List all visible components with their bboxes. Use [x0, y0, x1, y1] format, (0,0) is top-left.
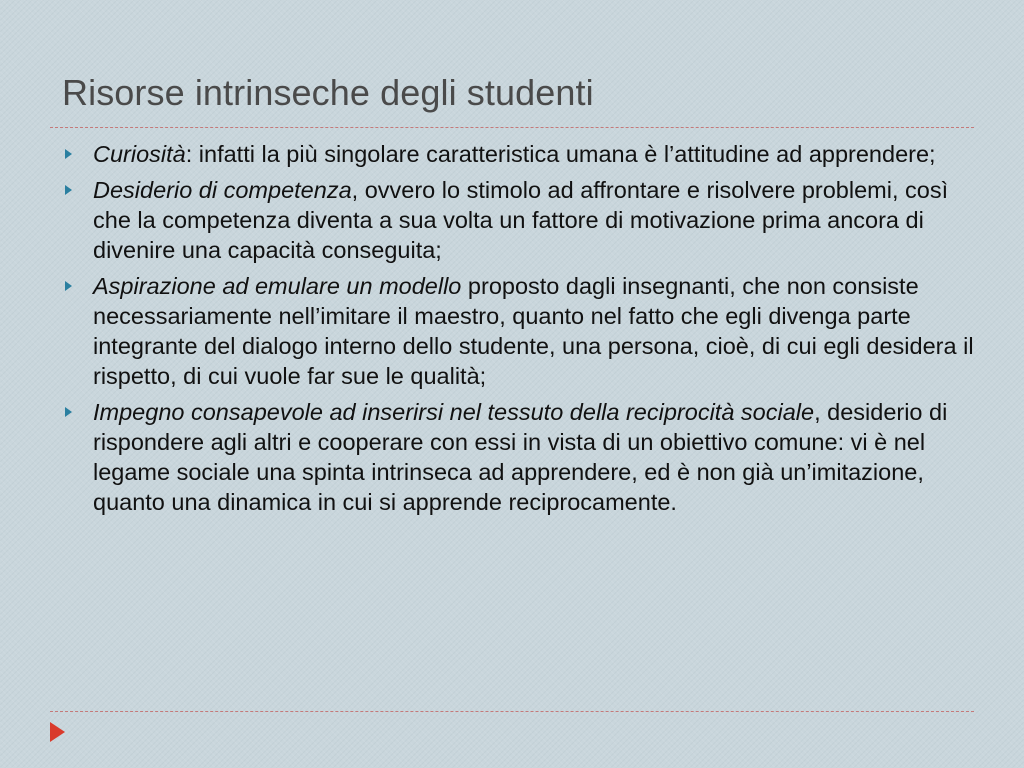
bullet-list	[62, 139, 974, 523]
slide-title: Risorse intrinseche degli studenti	[62, 72, 594, 113]
triangle-right-icon	[65, 407, 72, 417]
title-divider	[50, 127, 974, 128]
triangle-right-icon	[65, 185, 72, 195]
play-triangle-icon	[50, 722, 65, 742]
bullet-item-impegno	[62, 397, 974, 517]
bullet-text: : infatti la più singolare caratteristica umana è l’attitudine ad apprendere;	[185, 141, 936, 167]
bullet-emphasis: Desiderio di competenza	[93, 177, 352, 203]
triangle-right-icon	[65, 149, 72, 159]
bullet-emphasis: Impegno consapevole ad inserirsi nel tessuto della reciprocità sociale	[93, 399, 815, 425]
footer-divider	[50, 711, 974, 712]
bullet-emphasis: Curiosità	[93, 141, 186, 167]
bullet-text: proposto dagli insegnanti, che non consiste necessariamente nell’imitare il maestro, quanto nel fatto che egli divenga parte integrante del dialogo interno dello studente, una persona, cioè, di cui egli desidera il rispetto, di cui vuole far sue le qualità;	[93, 273, 974, 389]
bullet-emphasis: Aspirazione ad emulare un modello	[93, 273, 462, 299]
triangle-right-icon	[65, 281, 72, 291]
bullet-text: , desiderio di rispondere agli altri e cooperare con essi in vista di un obiettivo comune: vi è nel legame sociale una spinta intrinseca ad apprendere, ed è non già un’imitazione, quanto una dinamica in cui si apprende reciprocamente.	[93, 399, 948, 515]
bullet-item-curiosita	[62, 139, 974, 169]
bullet-item-desiderio	[62, 175, 974, 265]
bullet-item-aspirazione	[62, 271, 974, 391]
bullet-text: , ovvero lo stimolo ad affrontare e risolvere problemi, così che la competenza diventa a sua volta un fattore di motivazione prima ancora di divenire una capacità conseguita;	[93, 177, 949, 263]
